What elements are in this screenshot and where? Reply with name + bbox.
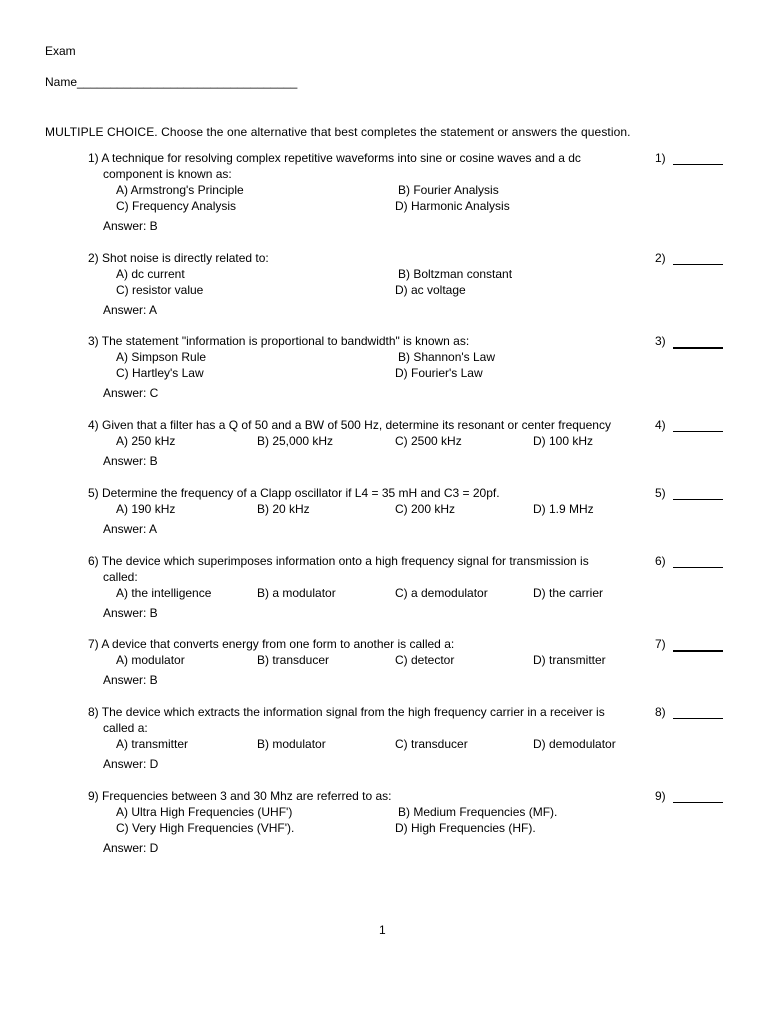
answer-key: Answer: D bbox=[103, 841, 159, 855]
option-a: A) 190 kHz bbox=[116, 502, 176, 516]
answer-key: Answer: A bbox=[103, 303, 158, 317]
question-text-line1: A technique for resolving complex repetitive waveforms into sine or cosine waves and a dc bbox=[101, 151, 581, 165]
option-d: D) Harmonic Analysis bbox=[395, 199, 510, 213]
option-a: A) modulator bbox=[116, 653, 185, 667]
answer-key: Answer: B bbox=[103, 673, 158, 687]
question-stem bbox=[88, 553, 628, 569]
option-c: C) Very High Frequencies (VHF'). bbox=[116, 821, 295, 835]
question-number: 3) bbox=[88, 334, 99, 348]
question-stem bbox=[88, 704, 628, 720]
answer-blank[interactable] bbox=[673, 718, 723, 719]
option-c: C) Hartley's Law bbox=[116, 366, 204, 380]
answer-key: Answer: D bbox=[103, 757, 159, 771]
question-text-line1: A device that converts energy from one form to another is called a: bbox=[101, 637, 455, 651]
option-d: D) demodulator bbox=[533, 737, 616, 751]
question-text-line2: component is known as: bbox=[103, 167, 232, 181]
option-c: C) 2500 kHz bbox=[395, 434, 462, 448]
answer-blank[interactable] bbox=[673, 499, 723, 500]
option-d: D) ac voltage bbox=[395, 283, 466, 297]
page-number: 1 bbox=[379, 923, 386, 937]
answer-blank[interactable] bbox=[673, 347, 723, 349]
option-a: A) Armstrong's Principle bbox=[116, 183, 244, 197]
option-b: B) transducer bbox=[257, 653, 330, 667]
option-c: C) 200 kHz bbox=[395, 502, 456, 516]
question-stem bbox=[88, 788, 628, 804]
answer-blank-label: 4) bbox=[655, 418, 666, 432]
question-stem bbox=[88, 485, 628, 501]
question-stem bbox=[88, 333, 628, 349]
option-b: B) Fourier Analysis bbox=[398, 183, 499, 197]
question-number: 9) bbox=[88, 789, 99, 803]
option-b: B) Shannon's Law bbox=[398, 350, 496, 364]
option-b: B) Boltzman constant bbox=[398, 267, 513, 281]
question-stem bbox=[88, 417, 648, 433]
question-number: 5) bbox=[88, 486, 99, 500]
exam-title: Exam bbox=[45, 44, 76, 58]
option-b: B) 25,000 kHz bbox=[257, 434, 334, 448]
question-number: 2) bbox=[88, 251, 99, 265]
option-a: A) dc current bbox=[116, 267, 185, 281]
question-text-line1: The device which superimposes information onto a high frequency signal for transmission is bbox=[101, 554, 589, 568]
answer-blank-label: 6) bbox=[655, 554, 666, 568]
question-text-line1: Determine the frequency of a Clapp oscillator if L4 = 35 mH and C3 = 20pf. bbox=[102, 486, 500, 500]
answer-blank-label: 7) bbox=[655, 637, 666, 651]
question-number: 6) bbox=[88, 554, 99, 568]
option-a: A) transmitter bbox=[116, 737, 189, 751]
option-b: B) 20 kHz bbox=[257, 502, 310, 516]
option-d: D) 1.9 MHz bbox=[533, 502, 594, 516]
name-field-label: Name_________________________________ bbox=[45, 75, 298, 89]
answer-blank[interactable] bbox=[673, 567, 723, 568]
answer-blank[interactable] bbox=[673, 164, 723, 165]
option-c: C) detector bbox=[395, 653, 455, 667]
answer-blank[interactable] bbox=[673, 431, 723, 432]
answer-blank-label: 5) bbox=[655, 486, 666, 500]
answer-blank[interactable] bbox=[673, 802, 723, 803]
question-number: 7) bbox=[88, 637, 99, 651]
answer-blank-label: 3) bbox=[655, 334, 666, 348]
option-a: A) Ultra High Frequencies (UHF') bbox=[116, 805, 293, 819]
answer-blank[interactable] bbox=[673, 650, 723, 652]
option-d: D) 100 kHz bbox=[533, 434, 594, 448]
option-c: C) transducer bbox=[395, 737, 468, 751]
section-instructions: MULTIPLE CHOICE. Choose the one alternative that best completes the statement or answers the question. bbox=[45, 125, 631, 139]
option-d: D) the carrier bbox=[533, 586, 604, 600]
option-b: B) Medium Frequencies (MF). bbox=[398, 805, 558, 819]
question-number: 1) bbox=[88, 151, 99, 165]
option-a: A) Simpson Rule bbox=[116, 350, 207, 364]
question-stem bbox=[88, 636, 628, 652]
answer-blank-label: 2) bbox=[655, 251, 666, 265]
answer-blank-label: 9) bbox=[655, 789, 666, 803]
question-text-line1: The statement "information is proportional to bandwidth" is known as: bbox=[101, 334, 470, 348]
option-c: C) Frequency Analysis bbox=[116, 199, 237, 213]
option-d: D) Fourier's Law bbox=[395, 366, 483, 380]
question-text-line2: called a: bbox=[103, 721, 148, 735]
question-text-line2: called: bbox=[103, 570, 138, 584]
question-text-line1: The device which extracts the information signal from the high frequency carrier in a receiver is bbox=[101, 705, 605, 719]
answer-key: Answer: B bbox=[103, 219, 158, 233]
answer-blank-label: 8) bbox=[655, 705, 666, 719]
question-text-line1: Frequencies between 3 and 30 Mhz are referred to as: bbox=[102, 789, 392, 803]
option-b: B) modulator bbox=[257, 737, 326, 751]
option-a: A) the intelligence bbox=[116, 586, 212, 600]
question-stem bbox=[88, 250, 628, 266]
option-b: B) a modulator bbox=[257, 586, 336, 600]
question-text-line1: Shot noise is directly related to: bbox=[102, 251, 269, 265]
answer-blank[interactable] bbox=[673, 264, 723, 265]
question-number: 8) bbox=[88, 705, 99, 719]
answer-key: Answer: C bbox=[103, 386, 159, 400]
option-d: D) High Frequencies (HF). bbox=[395, 821, 536, 835]
question-stem bbox=[88, 150, 628, 166]
answer-key: Answer: B bbox=[103, 454, 158, 468]
option-c: C) a demodulator bbox=[395, 586, 488, 600]
answer-key: Answer: A bbox=[103, 522, 158, 536]
option-d: D) transmitter bbox=[533, 653, 606, 667]
answer-blank-label: 1) bbox=[655, 151, 666, 165]
option-c: C) resistor value bbox=[116, 283, 204, 297]
answer-key: Answer: B bbox=[103, 606, 158, 620]
question-text-line1: Given that a filter has a Q of 50 and a BW of 500 Hz, determine its resonant or center frequency bbox=[102, 418, 611, 432]
option-a: A) 250 kHz bbox=[116, 434, 176, 448]
question-number: 4) bbox=[88, 418, 99, 432]
